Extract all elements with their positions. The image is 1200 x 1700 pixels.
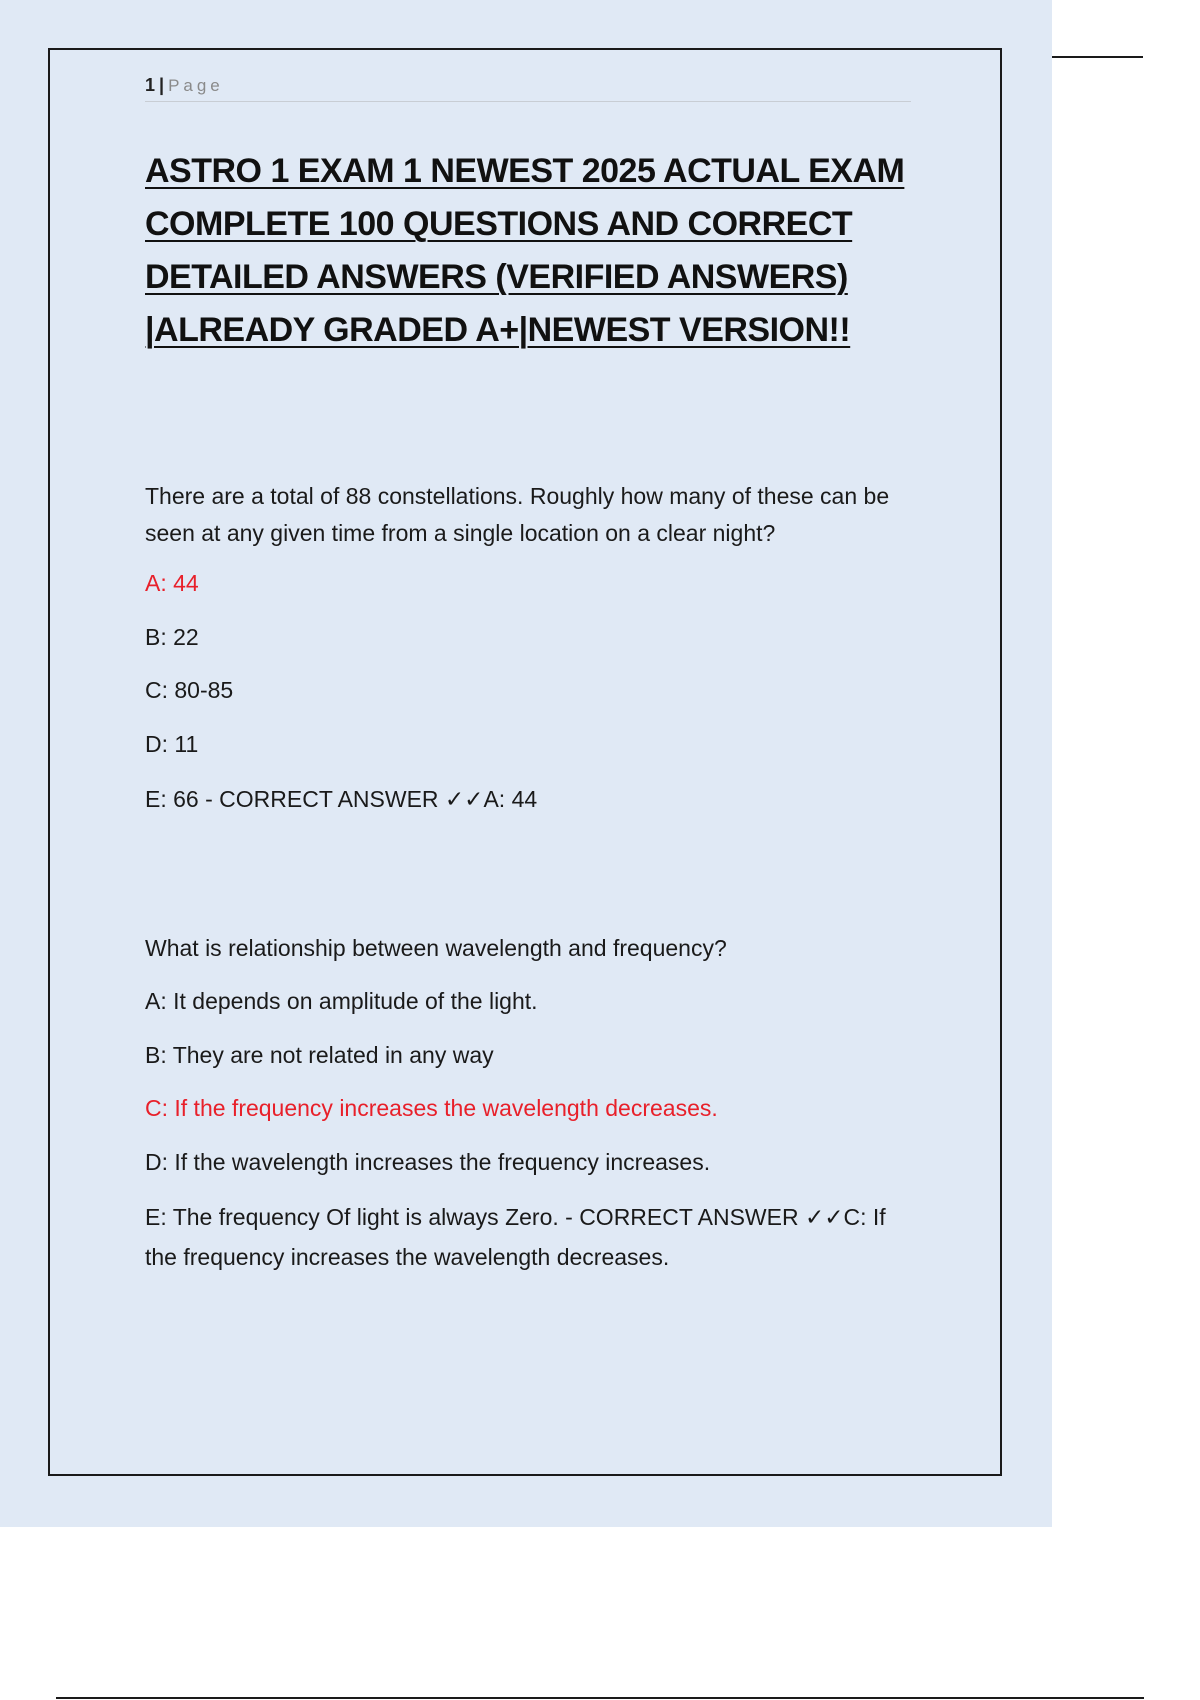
question-2-option-a: A: It depends on amplitude of the light. [145,988,538,1014]
question-1 [145,478,905,818]
question-1-option-d: D: 11 [145,731,199,757]
page-label: Page [168,76,224,95]
question-1-text: There are a total of 88 constellations. Roughly how many of these can be seen at any given time from a single location on a clear night? [145,483,890,546]
page-number: 1 [145,75,156,95]
question-2-option-c: C: If the frequency increases the wavelength decreases. [145,1095,718,1121]
question-1-option-b: B: 22 [145,624,199,650]
header-rule [1052,56,1143,58]
question-1-option-e: E: 66 - CORRECT ANSWER ✓✓A: 44 [145,786,538,812]
question-2-option-d: D: If the wavelength increases the frequency increases. [145,1149,711,1175]
question-2 [145,930,905,1277]
footer-rule [56,1697,1144,1699]
question-2-text: What is relationship between wavelength and frequency? [145,935,727,961]
question-1-option-c: C: 80-85 [145,677,234,703]
question-2-option-e: E: The frequency Of light is always Zero. - CORRECT ANSWER ✓✓C: If the frequency increases the wavelength decreases. [145,1204,886,1270]
page-number-header [145,74,911,102]
question-1-option-a: A: 44 [145,570,199,596]
question-2-option-b: B: They are not related in any way [145,1042,494,1068]
page-number-separator: | [159,75,165,95]
document-title: ASTRO 1 EXAM 1 NEWEST 2025 ACTUAL EXAM COMPLETE 100 QUESTIONS AND CORRECT DETAILED ANSWERS (VERIFIED ANSWERS) |ALREADY GRADED A+|NEWEST VERSION!! [145,152,905,349]
